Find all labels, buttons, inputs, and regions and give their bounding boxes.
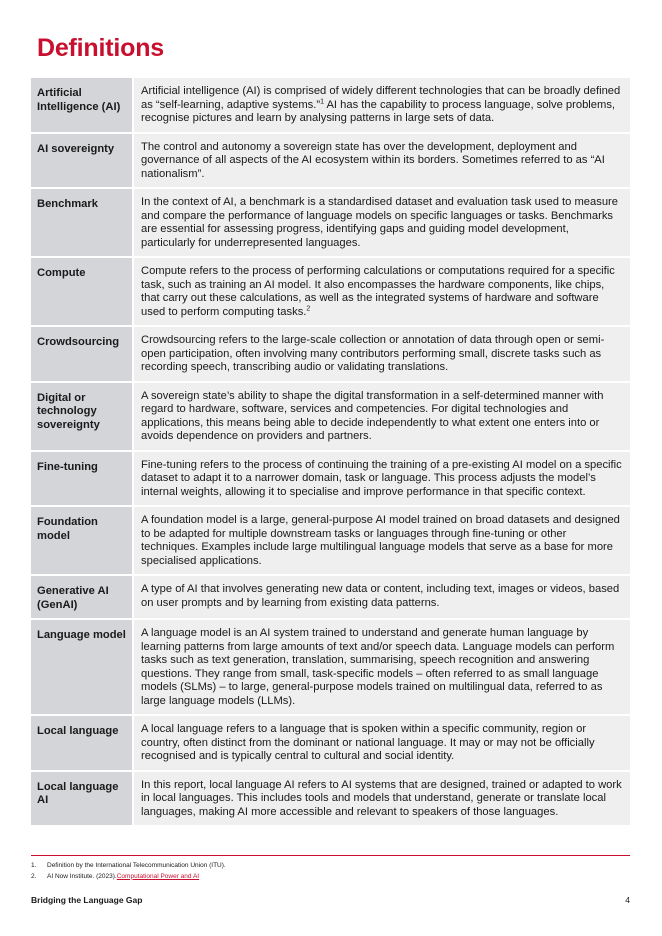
- definition-text: In this report, local language AI refers to AI systems that are designed, trained or adapted to work in local languages. This includes tools and models that understand, generate or translate local languages, making AI more accessible and relevant to speakers of those languages.: [134, 772, 630, 826]
- footnote: [31, 872, 226, 883]
- definition-text: Compute refers to the process of performing calculations or computations required for a specific task, such as training an AI model. It also encompasses the hardware components, like chips, that carry out these calculations, as well as the integrated systems of hardware and software used to perform computing tasks.$^2$: [134, 258, 630, 325]
- definition-row: [31, 134, 630, 190]
- definition-text: Artificial intelligence (AI) is comprised of widely different technologies that can be broadly defined as “self-learning, adaptive systems.”$^1$ AI has the capability to process language, solve problems, recognise pictures and learn by analysing patterns in large sets of data.: [134, 78, 630, 132]
- definition-text: In the context of AI, a benchmark is a standardised dataset and evaluation task used to measure and compare the performance of language models on specific languages or tasks. Benchmarks are essential for assessing progress, identifying gaps and guiding model development, particularly for underrepresented languages.: [134, 189, 630, 256]
- footnote-number: 2.: [31, 872, 37, 880]
- footnote-ref[interactable]: 1: [320, 97, 324, 105]
- footer-title: Bridging the Language Gap: [31, 895, 143, 905]
- definition-row: [31, 452, 630, 508]
- definition-row: [31, 620, 630, 716]
- definition-term: Foundation model: [31, 507, 132, 574]
- definition-row: [31, 258, 630, 327]
- definition-text: A language model is an AI system trained to understand and generate human language by learning patterns from large amounts of text and/or speech data. Language models can perform tasks such as text generation, translation, summarising, speech recognition and answering questions. They range from small, task-specific models – often referred to as small language models (SLMs) – to large, general-purpose models trained on multilingual data, referred to as large language models (LLMs).: [134, 620, 630, 714]
- definition-row: [31, 507, 630, 576]
- definition-term: Fine-tuning: [31, 452, 132, 506]
- page-number: 4: [625, 895, 630, 905]
- definition-text: Crowdsourcing refers to the large-scale collection or annotation of data through open or semi-open participation, often involving many contributors performing small, discrete tasks such as recording speech, transcribing audio or validating translations.: [134, 327, 630, 381]
- definition-row: [31, 716, 630, 772]
- definition-row: [31, 576, 630, 620]
- definition-term: Local language: [31, 716, 132, 770]
- definition-row: [31, 383, 630, 452]
- footnote-text: AI Now Institute. (2023).: [47, 872, 117, 880]
- footnote: [31, 861, 226, 872]
- footnotes: [31, 861, 226, 882]
- definition-term: Language model: [31, 620, 132, 714]
- footnote-ref[interactable]: 2: [306, 304, 311, 312]
- definitions-table: [31, 78, 630, 827]
- definition-row: [31, 189, 630, 258]
- footnote-divider: [31, 855, 630, 856]
- page-title: Definitions: [37, 34, 164, 62]
- footnote-number: 1.: [31, 862, 37, 869]
- definition-term: Digital or technology sovereignty: [31, 383, 132, 450]
- definition-term: Crowdsourcing: [31, 327, 132, 381]
- definition-text: A sovereign state’s ability to shape the digital transformation in a self-determined manner with regard to hardware, software, services and competencies. For digital technologies and applications, this means being able to decide independently to what extent one enters into or avoids dependence on providers and partners.: [134, 383, 630, 450]
- definition-text: A local language refers to a language that is spoken within a specific community, region or country, often distinct from the dominant or national language. It may or may not be officially recognised and is typically central to cultural and social identity.: [134, 716, 630, 770]
- definition-term: Compute: [31, 258, 132, 325]
- definition-term: AI sovereignty: [31, 134, 132, 188]
- definition-text: A type of AI that involves generating new data or content, including text, images or videos, based on user prompts and by learning from existing data patterns.: [134, 576, 630, 618]
- definition-text: The control and autonomy a sovereign state has over the development, deployment and governance of all aspects of the AI ecosystem within its borders. Sometimes referred to as “AI nationalism”.: [134, 134, 630, 188]
- definition-row: [31, 78, 630, 134]
- definition-text: Fine-tuning refers to the process of continuing the training of a pre-existing AI model on a specific dataset to adapt it to a narrower domain, task or language. This process adjusts the model’s internal weights, allowing it to specialise and improve performance in that specific context.: [134, 452, 630, 506]
- definition-term: Benchmark: [31, 189, 132, 256]
- definition-row: [31, 327, 630, 383]
- footnote-text: Definition by the International Telecommunication Union (ITU).: [47, 862, 226, 869]
- definition-term: Generative AI (GenAI): [31, 576, 132, 618]
- definition-term: Artificial Intelligence (AI): [31, 78, 132, 132]
- definition-text: A foundation model is a large, general-purpose AI model trained on broad datasets and designed to be adapted for multiple downstream tasks or languages through fine-tuning or other techniques. Examples include large multilingual language models that serve as a base for more specialised applications.: [134, 507, 630, 574]
- footnote-link[interactable]: Computational Power and AI: [116, 872, 200, 880]
- definition-row: [31, 772, 630, 828]
- definition-term: Local language AI: [31, 772, 132, 826]
